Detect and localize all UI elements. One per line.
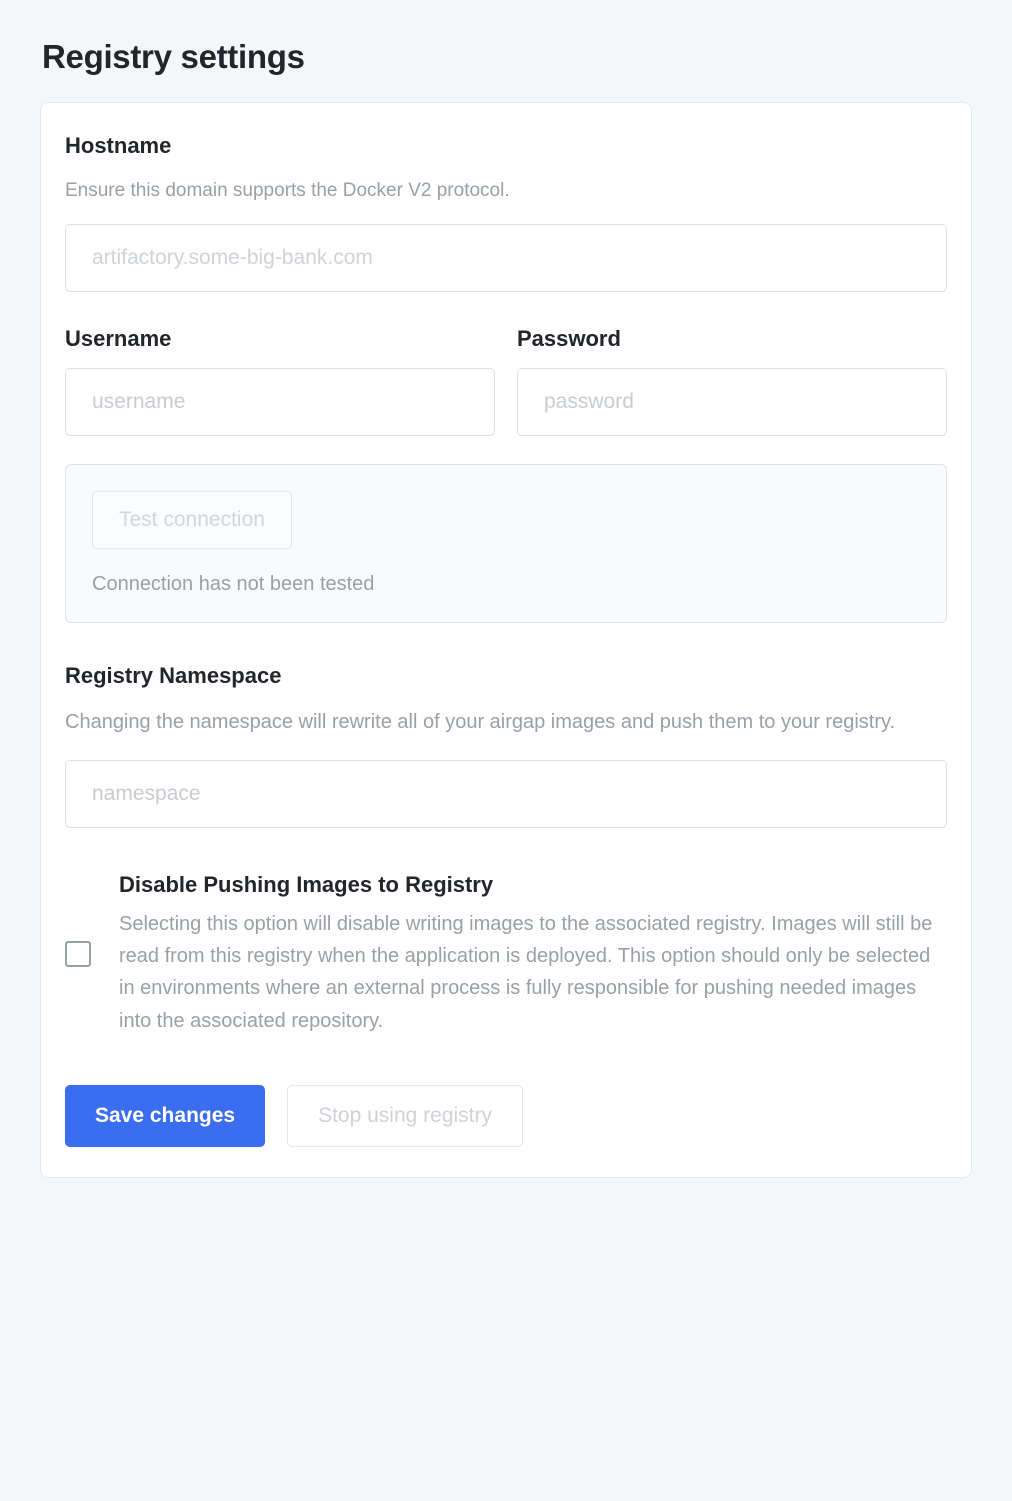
stop-using-registry-button[interactable]: Stop using registry [287,1085,523,1147]
disable-push-content [119,872,947,1038]
hostname-input[interactable] [65,224,947,292]
password-field-group [517,326,947,436]
disable-push-row [65,872,947,1038]
form-actions [65,1085,947,1147]
username-field-group [65,326,495,436]
hostname-label: Hostname [65,133,172,158]
username-input[interactable] [65,368,495,436]
credentials-row [65,326,947,436]
disable-push-title: Disable Pushing Images to Registry [119,871,494,897]
disable-push-checkbox[interactable] [65,941,91,967]
save-changes-button[interactable]: Save changes [65,1085,265,1147]
hostname-helper-text: Ensure this domain supports the Docker V2 protocol. [65,180,510,201]
test-connection-panel [65,464,947,623]
username-label: Username [65,325,172,351]
namespace-section [65,663,947,828]
namespace-label: Registry Namespace [65,662,282,688]
connection-status-text: Connection has not been tested [92,572,375,595]
disable-push-description: Selecting this option will disable writing images to the associated registry. Images will still be read from this registry when the application is deployed. This option should only be selected in environments where an external process is fully responsible for pushing needed images into the associated repository. [119,912,933,1032]
password-input[interactable] [517,368,947,436]
password-label: Password [517,325,621,351]
namespace-input[interactable] [65,760,947,828]
test-connection-button[interactable]: Test connection [92,491,292,549]
page-title: Registry settings [42,38,305,75]
registry-settings-card [40,102,972,1178]
namespace-description: Changing the namespace will rewrite all of your airgap images and push them to your registry. [65,710,896,733]
